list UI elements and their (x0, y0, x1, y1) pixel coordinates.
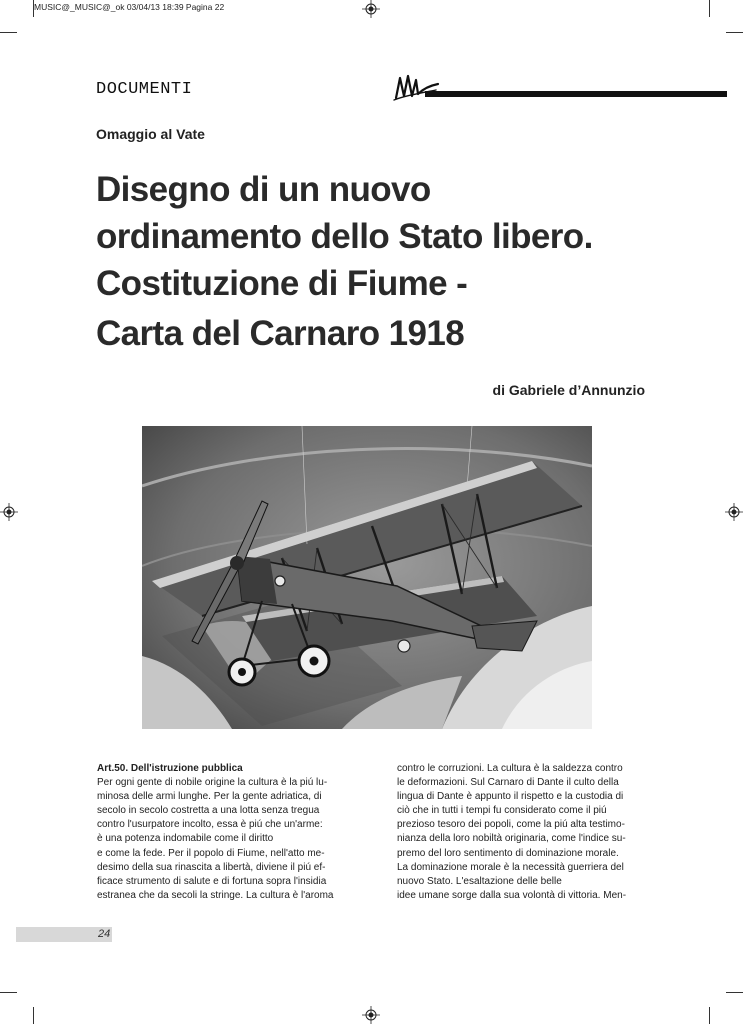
text-line: contro l'usurpatore incolto, essa è piú che un'arme: (97, 819, 323, 831)
crop-mark (33, 0, 34, 17)
text-line: lingua di Dante è appunto il rispetto e la custodia di (397, 791, 624, 803)
text-line: ficace strumento di salute e di fortuna sopra l'insidia (97, 875, 327, 887)
kicker: Omaggio al Vate (96, 126, 205, 142)
registration-mark-icon (362, 1006, 380, 1024)
registration-mark-icon (725, 503, 743, 521)
text-line: nianza della loro nobiltà originaria, come l'indice su- (397, 833, 626, 845)
text-line: contro le corruzioni. La cultura è la saldezza contro (397, 763, 623, 774)
title-line: ordinamento dello Stato libero. (96, 217, 593, 256)
crop-mark (726, 992, 743, 993)
text-line: estranea che da secoli la stringe. La cultura è l'aroma (97, 889, 334, 901)
text-line: ciò che in tutti i tempi fu considerato come il piú (397, 805, 607, 817)
text-line: le deformazioni. Sul Carnaro di Dante il culto della (397, 777, 619, 789)
biplane-photo (142, 426, 592, 729)
crop-mark (709, 0, 710, 17)
biplane-illustration (142, 426, 592, 729)
text-line: è una potenza indomabile come il diritto (97, 833, 274, 845)
text-line: Per ogni gente di nobile origine la cultura è la piú lu- (97, 777, 328, 789)
text-column-left (97, 762, 355, 903)
crop-mark (726, 32, 743, 33)
title-line: Carta del Carnaro 1918 (96, 314, 465, 353)
text-line: La dominazione morale è la necessità guerriera del (397, 861, 624, 873)
text-line: secolo in secolo costretta a una lotta senza tregua (97, 805, 320, 817)
registration-mark-icon (362, 0, 380, 18)
article-title (96, 166, 696, 357)
crop-mark (0, 32, 17, 33)
text-column-right (397, 762, 655, 903)
crop-mark (0, 992, 17, 993)
text-line: nuovo Stato. L'esaltazione delle belle (397, 875, 562, 887)
text-line: idee umane sorge dalla sua volontà di vittoria. Men- (397, 889, 627, 901)
text-line: e come la fede. Per il popolo di Fiume, nell'atto me- (97, 847, 325, 859)
printer-slug: MUSIC@_MUSIC@_ok 03/04/13 18:39 Pagina 22 (34, 2, 225, 12)
title-line: Disegno di un nuovo (96, 170, 431, 209)
section-label: DOCUMENTI (96, 80, 193, 99)
page-number: 24 (98, 928, 111, 940)
registration-mark-icon (0, 503, 18, 521)
title-line: Costituzione di Fiume - (96, 264, 468, 303)
crop-mark (33, 1007, 34, 1024)
header-rule (425, 91, 727, 97)
crop-mark (709, 1007, 710, 1024)
text-line: minosa delle armi lunghe. Per la gente adriatica, di (97, 791, 322, 803)
text-line: desimo della sua rinascita a libertà, diviene il piú ef- (97, 861, 326, 873)
text-line: premo del loro sentimento di dominazione morale. (397, 847, 619, 859)
signature-scribble-icon (392, 72, 440, 104)
text-line: prezioso tesoro dei popoli, come la piú alta testimo- (397, 819, 625, 831)
article-heading: Art.50. Dell'istruzione pubblica (97, 763, 243, 774)
author-byline: di Gabriele d’Annunzio (492, 382, 645, 398)
